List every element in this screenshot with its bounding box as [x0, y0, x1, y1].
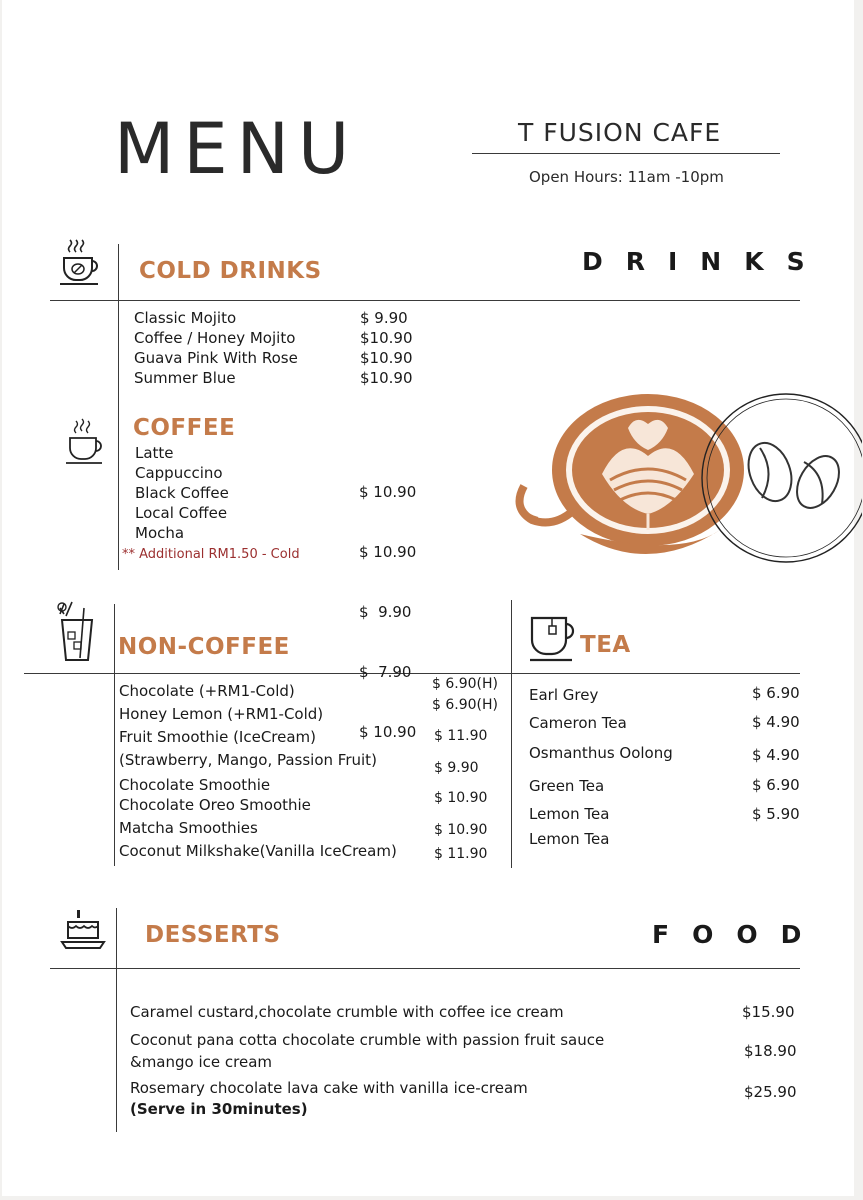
- price: $ 6.90: [752, 776, 800, 794]
- list-item: Earl Grey: [529, 686, 599, 704]
- price: $ 10.90: [359, 723, 417, 741]
- iced-drink-icon: [54, 598, 98, 664]
- coffee-cup-icon: [62, 418, 110, 468]
- non-coffee-items: [119, 680, 397, 863]
- price: $ 10.90: [359, 483, 417, 501]
- price: $ 10.90: [359, 543, 417, 561]
- price: $ 9.90: [359, 603, 412, 621]
- coffee-title: COFFEE: [133, 415, 236, 441]
- food-column-line: [116, 908, 117, 1132]
- dessert-item-cont: &mango ice cream: [130, 1053, 273, 1071]
- drinks-divider: [50, 300, 800, 301]
- list-item: Chocolate Oreo Smoothie: [119, 796, 311, 814]
- list-item: Cameron Tea: [529, 714, 627, 732]
- price: $ 10.90: [434, 790, 488, 806]
- list-item: Coconut Milkshake(Vanilla IceCream): [119, 842, 397, 860]
- dessert-item: Coconut pana cotta chocolate crumble with passion fruit sauce: [130, 1031, 605, 1049]
- list-item: Chocolate Smoothie: [119, 776, 271, 794]
- cold-drinks-title: COLD DRINKS: [139, 258, 322, 284]
- header-divider: [472, 153, 780, 154]
- price: $ 4.90: [752, 713, 800, 731]
- hot-drink-icon: [58, 236, 106, 288]
- desserts-title: DESSERTS: [145, 922, 281, 948]
- list-item: Summer Blue: [134, 369, 236, 387]
- list-item: Chocolate (+RM1-Cold): [119, 682, 295, 700]
- list-item: Green Tea: [529, 777, 605, 795]
- menu-page: [2, 0, 854, 1196]
- tea-column-line: [511, 600, 512, 868]
- food-heading: FOOD: [652, 920, 825, 949]
- price: $ 10.90: [434, 822, 488, 838]
- list-item: Cappuccino: [135, 464, 223, 482]
- list-item: Honey Lemon (+RM1-Cold): [119, 705, 324, 723]
- price: $18.90: [744, 1042, 797, 1060]
- price: $ 11.90: [434, 728, 488, 744]
- list-item: Local Coffee: [135, 504, 228, 522]
- coffee-note: ** Additional RM1.50 - Cold: [122, 547, 300, 562]
- cold-drinks-prices: [360, 308, 413, 388]
- dessert-item: Rosemary chocolate lava cake with vanilla ice-cream: [130, 1079, 528, 1097]
- list-item: Latte: [135, 444, 174, 462]
- list-item: Fruit Smoothie (IceCream): [119, 728, 317, 746]
- drinks-heading: DRINKS: [582, 247, 828, 276]
- cake-icon: [60, 908, 106, 954]
- price: $ 6.90(H): [432, 697, 498, 713]
- price: $ 9.90: [434, 760, 479, 776]
- list-item: Classic Mojito: [134, 309, 237, 327]
- drinks-column-line: [118, 244, 119, 570]
- noncoffee-column-line: [114, 604, 115, 866]
- list-item: Lemon Tea: [529, 805, 610, 823]
- non-coffee-title: NON-COFFEE: [118, 634, 290, 660]
- list-item: Guava Pink With Rose: [134, 349, 298, 367]
- price: $ 9.90: [360, 309, 408, 327]
- price: $ 6.90: [752, 684, 800, 702]
- cold-drinks-items: [134, 308, 298, 388]
- dessert-item: Caramel custard,chocolate crumble with coffee ice cream: [130, 1003, 564, 1021]
- coffee-beans-illustration: [741, 437, 848, 515]
- list-item: Black Coffee: [135, 484, 229, 502]
- tea-title: TEA: [580, 632, 631, 658]
- opening-hours: Open Hours: 11am -10pm: [529, 168, 724, 186]
- coffee-items: [135, 443, 229, 543]
- price: $10.90: [360, 369, 413, 387]
- dessert-item-note: (Serve in 30minutes): [130, 1100, 308, 1118]
- price: $ 4.90: [752, 746, 800, 764]
- latte-art-illustration: [510, 384, 862, 570]
- list-item: Osmanthus Oolong: [529, 744, 673, 762]
- cafe-name: T FUSION CAFE: [518, 118, 722, 147]
- list-item: Coffee / Honey Mojito: [134, 329, 296, 347]
- page-title: MENU: [114, 108, 359, 190]
- price: $25.90: [744, 1083, 797, 1101]
- list-item: Matcha Smoothies: [119, 819, 258, 837]
- price: $ 7.90: [359, 663, 412, 681]
- price: $ 5.90: [752, 805, 800, 823]
- list-item: (Strawberry, Mango, Passion Fruit): [119, 751, 377, 769]
- food-divider: [50, 968, 800, 969]
- list-item: Lemon Tea: [529, 830, 610, 848]
- list-item: Mocha: [135, 524, 185, 542]
- price: $10.90: [360, 329, 413, 347]
- tea-cup-icon: [528, 614, 578, 664]
- price: $15.90: [742, 1003, 795, 1021]
- price: $ 6.90(H): [432, 676, 498, 692]
- price: $ 11.90: [434, 846, 488, 862]
- price: $10.90: [360, 349, 413, 367]
